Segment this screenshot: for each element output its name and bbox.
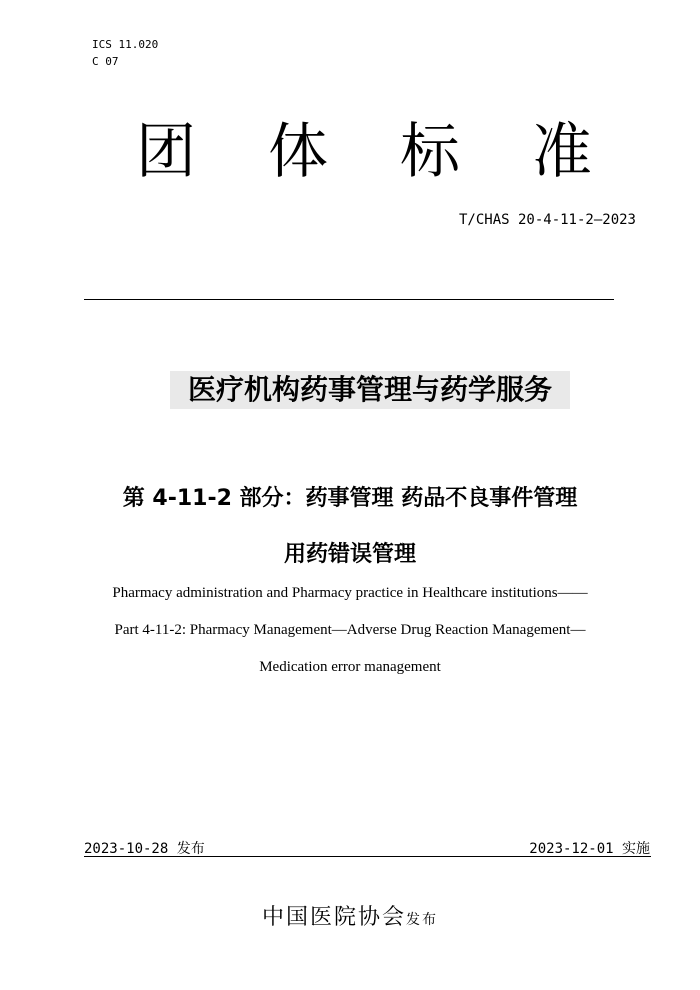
doc-type-char-1: 团	[136, 117, 196, 187]
issue-date: 2023-10-28 发布	[84, 841, 205, 857]
bottom-divider	[84, 856, 651, 857]
english-title-line-3: Medication error management	[259, 659, 441, 675]
top-divider	[84, 299, 614, 300]
part-title-line-1: 第 4-11-2 部分：药事管理 药品不良事件管理	[122, 486, 578, 511]
doc-type-char-3: 标	[400, 117, 460, 187]
publisher	[0, 900, 700, 931]
ics-code: ICS 11.020	[92, 38, 159, 51]
part-title-line-2: 用药错误管理	[283, 542, 416, 567]
standard-number: T/CHAS 20-4-11-2—2023	[458, 212, 636, 228]
doc-type-char-4: 准	[532, 117, 592, 187]
english-title-line-1: Pharmacy administration and Pharmacy practice in Healthcare institutions——	[112, 585, 588, 601]
publisher-name: 中国医院协会	[261, 905, 406, 930]
main-title: 医疗机构药事管理与药学服务	[170, 371, 570, 409]
english-title-line-2: Part 4-11-2: Pharmacy Management—Adverse Drug Reaction Management—	[114, 622, 586, 638]
implementation-date: 2023-12-01 实施	[529, 841, 650, 857]
document-type-heading	[0, 112, 700, 192]
classification-code: C 07	[92, 55, 119, 68]
publisher-suffix: 发布	[406, 912, 438, 928]
doc-type-char-2: 体	[268, 117, 328, 187]
